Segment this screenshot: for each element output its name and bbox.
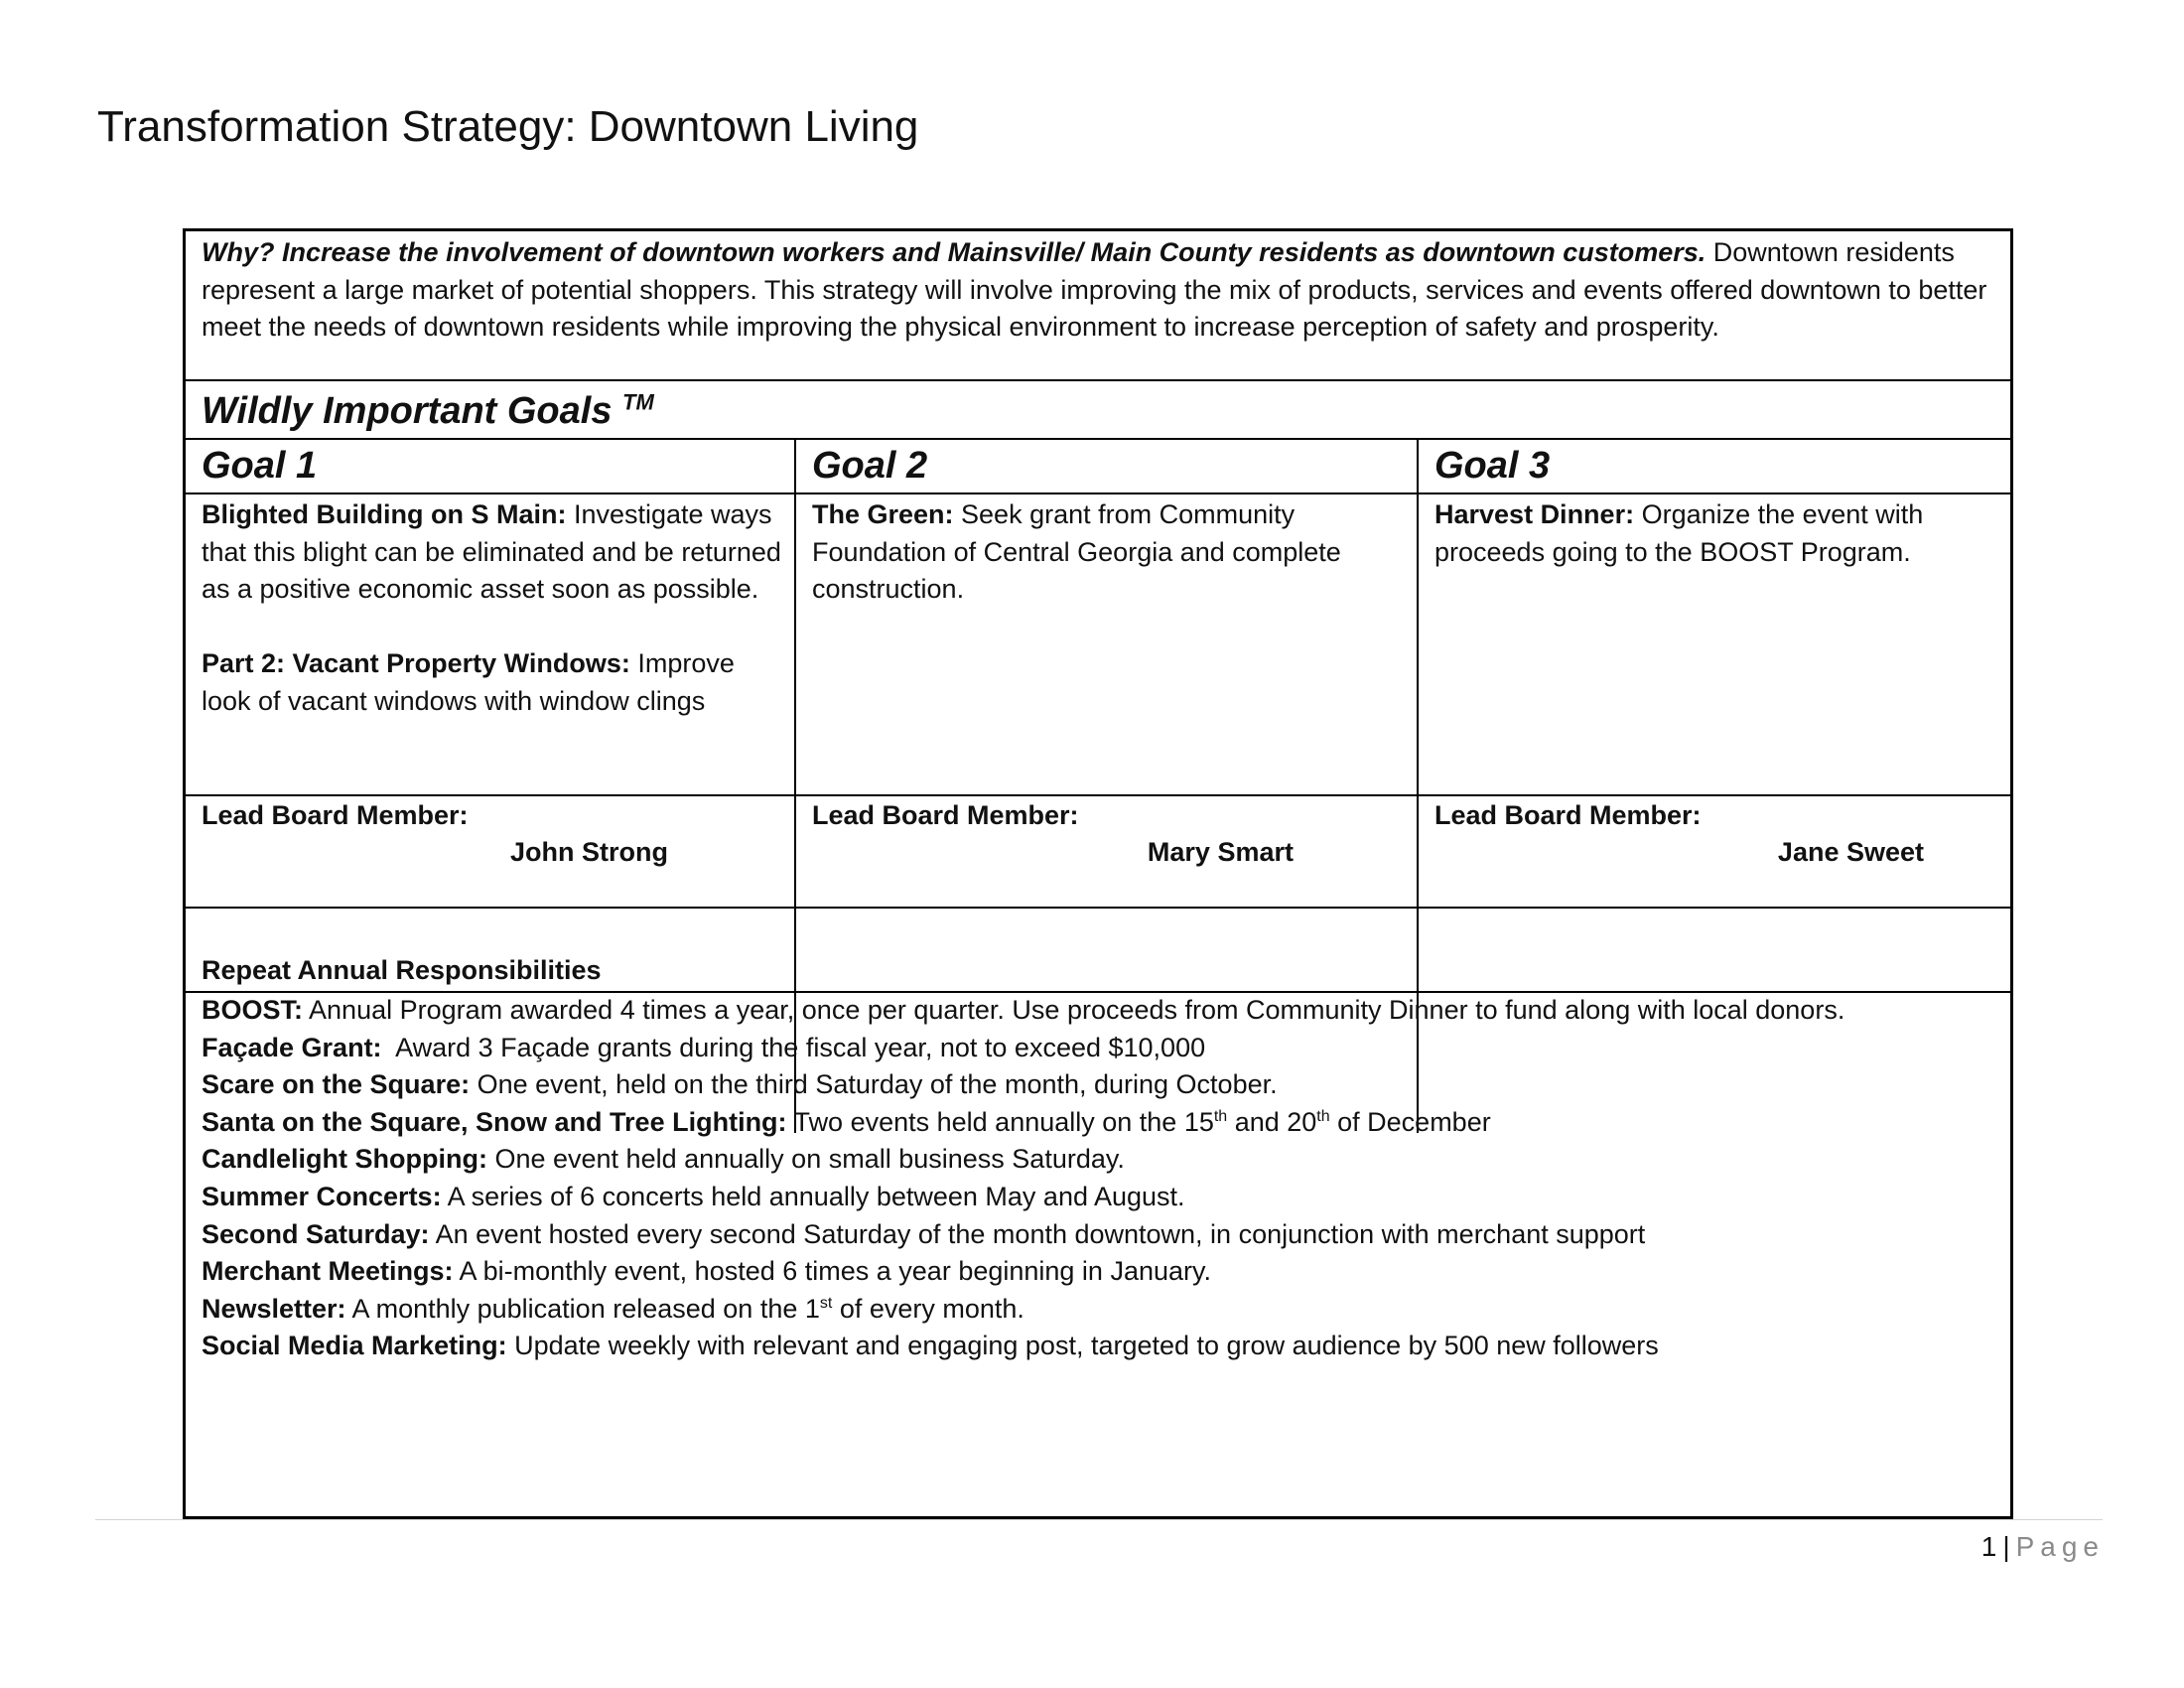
item-label: Second Saturday: xyxy=(202,1218,430,1249)
item-text: A monthly publication released on the 1 xyxy=(345,1293,820,1324)
item-text: and 20 xyxy=(1227,1106,1317,1137)
responsibilities-list xyxy=(202,992,1998,1365)
item-text: Two events held annually on the 15 xyxy=(786,1106,1214,1137)
wig-heading xyxy=(202,387,654,435)
page-number: 1 xyxy=(1980,1531,1997,1562)
list-item xyxy=(202,1253,1998,1291)
goal-1-part-1-text: Investigate ways that this blight can be eliminated and be returned as a positive economic asset soon as possible. xyxy=(202,499,781,604)
page-footer xyxy=(1981,1529,2105,1565)
goal-1-description xyxy=(202,496,782,720)
row-divider xyxy=(186,379,2010,381)
item-text: One event, held on the third Saturday of the month, during October. xyxy=(470,1069,1278,1100)
item-text: Update weekly with relevant and engaging post, targeted to grow audience by 500 new followers xyxy=(506,1331,1659,1361)
goal-2-heading: Goal 2 xyxy=(812,445,928,487)
list-item xyxy=(202,1141,1998,1179)
page-title: Transformation Strategy: Downtown Living xyxy=(97,102,919,151)
goal-1-lead-name: John Strong xyxy=(510,837,668,867)
item-label: Scare on the Square: xyxy=(202,1069,471,1100)
item-label: Façade Grant: xyxy=(202,1032,382,1062)
item-label: Santa on the Square, Snow and Tree Lighting: xyxy=(202,1106,787,1137)
goal-1-heading: Goal 1 xyxy=(202,445,318,487)
list-item xyxy=(202,1291,1998,1329)
goal-1-part-2-label: Part 2: Vacant Property Windows: xyxy=(202,648,630,678)
list-item xyxy=(202,1030,1998,1067)
goal-3-heading: Goal 3 xyxy=(1434,445,1551,487)
goal-2-lead-name: Mary Smart xyxy=(1147,837,1294,867)
item-label: BOOST: xyxy=(202,995,304,1025)
goal-1-part-2-text: Improve look of vacant windows with window clings xyxy=(202,648,735,716)
goal-1-part-1 xyxy=(202,496,782,609)
item-label: Newsletter: xyxy=(202,1293,346,1324)
row-divider xyxy=(186,794,2010,796)
item-text: Award 3 Façade grants during the fiscal year, not to exceed $10,000 xyxy=(381,1032,1206,1062)
item-label: Candlelight Shopping: xyxy=(202,1144,487,1175)
responsibilities-heading: Repeat Annual Responsibilities xyxy=(202,955,602,985)
goal-1-part-2 xyxy=(202,645,782,720)
item-text: of December xyxy=(1329,1106,1491,1137)
goal-3-label: Harvest Dinner: xyxy=(1434,499,1635,529)
item-text: An event hosted every second Saturday of the month downtown, in conjunction with merchant support xyxy=(429,1218,1646,1249)
item-label: Merchant Meetings: xyxy=(202,1256,454,1287)
list-item xyxy=(202,1104,1998,1142)
item-label: Social Media Marketing: xyxy=(202,1331,507,1361)
goal-2-lead-label: Lead Board Member: xyxy=(812,800,1079,830)
item-text: of every month. xyxy=(832,1293,1024,1324)
goal-3-lead-label: Lead Board Member: xyxy=(1434,800,1702,830)
item-text: One event held annually on small business Saturday. xyxy=(486,1144,1125,1175)
list-item xyxy=(202,1066,1998,1104)
ordinal-suffix: st xyxy=(819,1294,833,1312)
row-divider xyxy=(186,492,2010,494)
row-divider xyxy=(186,438,2010,440)
goal-3-lead-name: Jane Sweet xyxy=(1777,837,1924,867)
list-item xyxy=(202,1216,1998,1254)
ordinal-suffix: th xyxy=(1213,1107,1228,1125)
item-text: A series of 6 concerts held annually between May and August. xyxy=(441,1181,1185,1211)
footer-rule xyxy=(95,1519,2103,1520)
goal-3-description xyxy=(1434,496,2000,571)
wig-heading-text: Wildly Important Goals xyxy=(202,390,613,432)
footer-separator: | xyxy=(2002,1531,2010,1562)
row-divider xyxy=(186,907,2010,909)
item-label: Summer Concerts: xyxy=(202,1181,442,1211)
strategy-table xyxy=(183,228,2013,1519)
item-text: Annual Program awarded 4 times a year, once per quarter. Use proceeds from Community Dinner to fund along with local donors. xyxy=(303,995,1845,1025)
trademark-mark: TM xyxy=(622,389,654,415)
goal-2-label: The Green: xyxy=(812,499,954,529)
goal-2-text: Seek grant from Community Foundation of Central Georgia and complete construction. xyxy=(812,499,1341,604)
goal-3-text: Organize the event with proceeds going to the BOOST Program. xyxy=(1434,499,1924,567)
why-text: Downtown residents represent a large market of potential shoppers. This strategy will involve improving the mix of products, services and events offered downtown to better meet the needs of downtown residents while improving the physical environment to increase perception of safety and prosperity. xyxy=(202,237,1987,342)
list-item xyxy=(202,1179,1998,1216)
item-text: A bi-monthly event, hosted 6 times a year beginning in January. xyxy=(453,1256,1211,1287)
goal-2-description xyxy=(812,496,1403,609)
list-item xyxy=(202,1328,1998,1365)
goal-1-part-1-label: Blighted Building on S Main: xyxy=(202,499,567,529)
goal-1-lead-label: Lead Board Member: xyxy=(202,800,469,830)
why-lead: Why? Increase the involvement of downtown workers and Mainsville/ Main County residents as downtown customers. xyxy=(202,237,1706,267)
list-item xyxy=(202,992,1998,1030)
ordinal-suffix: th xyxy=(1316,1107,1330,1125)
page-word: Page xyxy=(2015,1531,2105,1562)
why-paragraph xyxy=(202,234,1988,347)
